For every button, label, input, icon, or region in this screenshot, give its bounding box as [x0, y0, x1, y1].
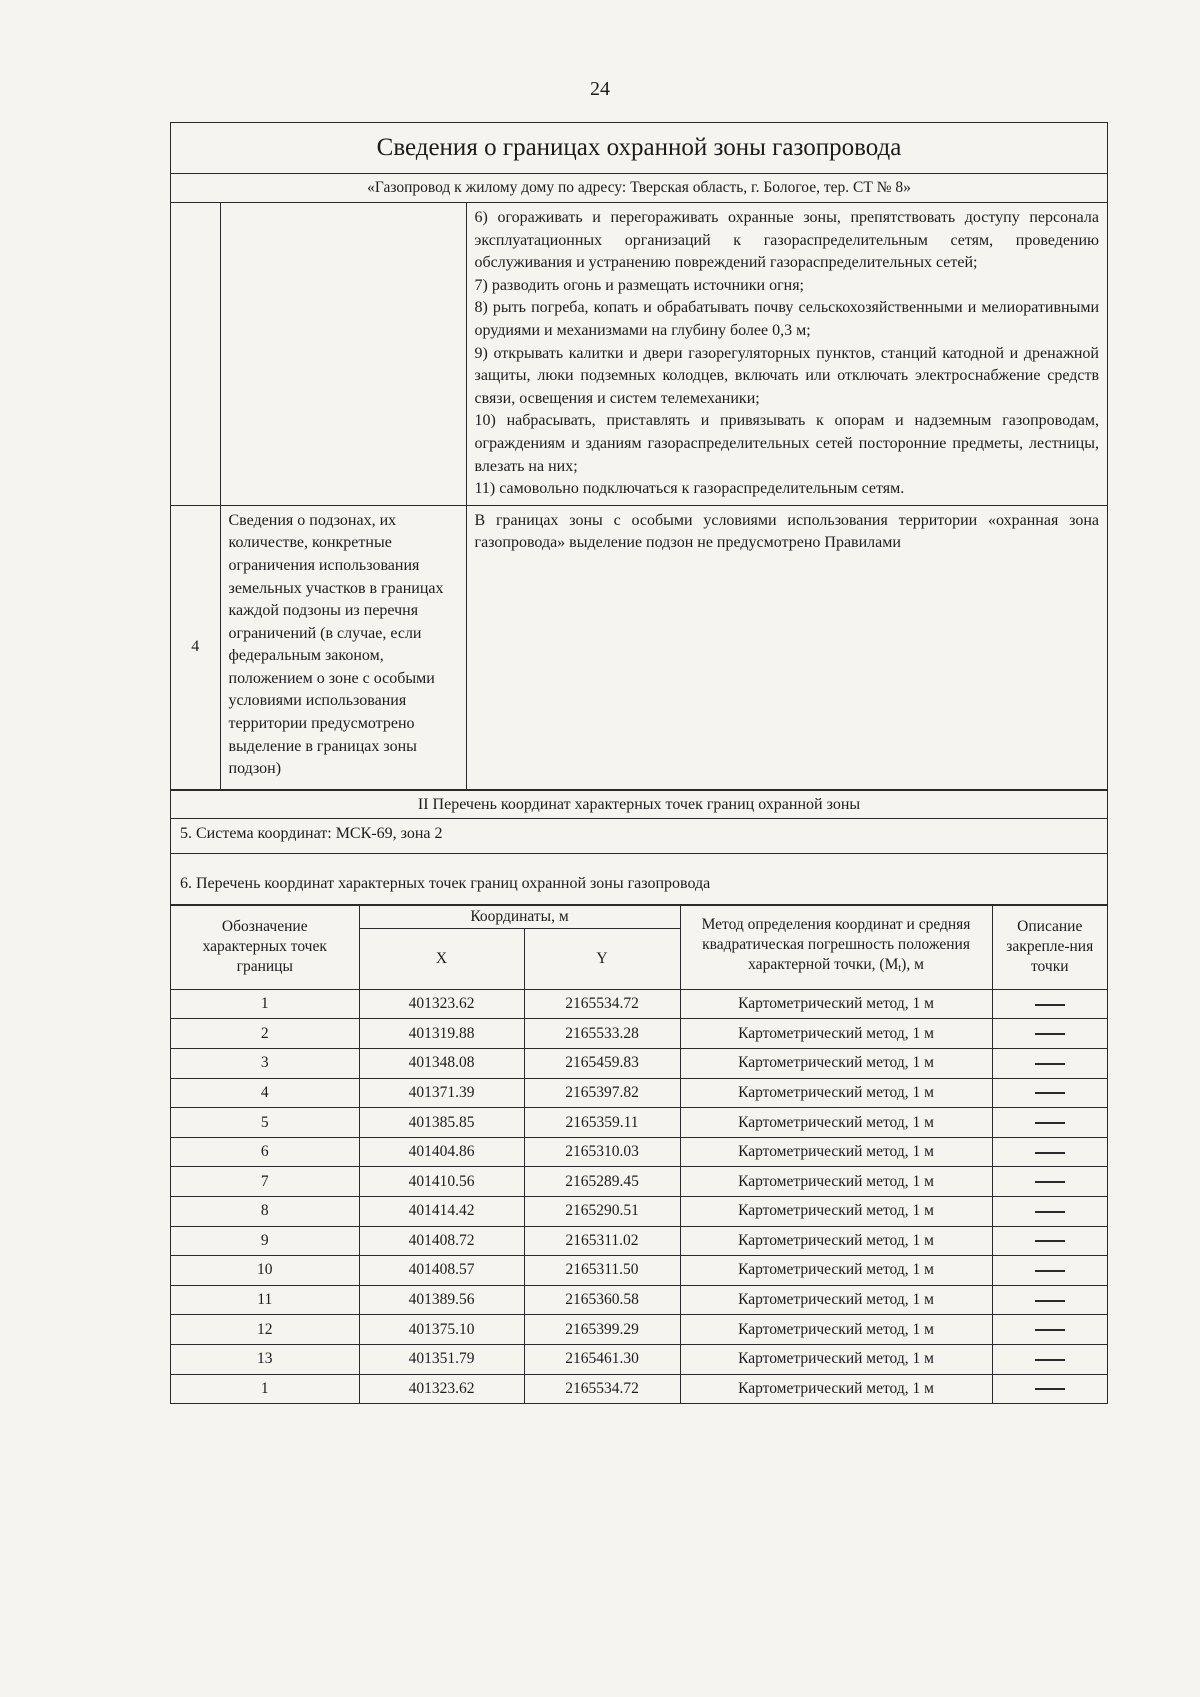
point-y: 2165534.72 [524, 989, 680, 1019]
header-fix: Описание закрепле-ния точки [992, 905, 1107, 989]
restrictions-number-cell [171, 203, 220, 505]
point-method: Картометрический метод, 1 м [680, 1315, 992, 1345]
point-number: 7 [171, 1167, 359, 1197]
point-method: Картометрический метод, 1 м [680, 1019, 992, 1049]
dash-mark [1035, 1092, 1065, 1094]
restriction-item: 10) набрасывать, приставлять и привязывать к опорам и надземным газопроводам, ограждениям и зданиям газораспределительных сетей посторонние предметы, лестницы, влезать на них; [474, 412, 1099, 475]
subzones-value: В границах зоны с особыми условиями использования территории «охранная зона газопровода» выделение подзон не предусмотрено Правилами [466, 505, 1107, 789]
point-x: 401385.85 [359, 1108, 524, 1138]
point-fix [992, 989, 1107, 1019]
point-number: 11 [171, 1285, 359, 1315]
restriction-item: 8) рыть погреба, копать и обрабатывать почву сельскохозяйственными и мелиоративными орудиями и механизмами на глубину более 0,3 м; [474, 299, 1099, 339]
point-number: 8 [171, 1197, 359, 1227]
table-row [171, 1374, 1107, 1403]
point-method: Картометрический метод, 1 м [680, 1344, 992, 1374]
table-row [171, 1078, 1107, 1108]
point-fix [992, 1137, 1107, 1167]
point-fix [992, 1256, 1107, 1286]
table-row [171, 1226, 1107, 1256]
dash-mark [1035, 1063, 1065, 1065]
dash-mark [1035, 1211, 1065, 1213]
point-x: 401323.62 [359, 1374, 524, 1403]
point-y: 2165359.11 [524, 1108, 680, 1138]
dash-mark [1035, 1300, 1065, 1302]
table-row [171, 1049, 1107, 1079]
coordinate-system: 5. Система координат: МСК-69, зона 2 [171, 819, 1107, 854]
header-method-sub: t [898, 963, 902, 975]
restriction-item: 11) самовольно подключаться к газораспределительным сетям. [474, 480, 905, 498]
restriction-item: 7) разводить огонь и размещать источники огня; [474, 276, 804, 294]
table-row [171, 1344, 1107, 1374]
header-y: Y [524, 928, 680, 989]
point-y: 2165290.51 [524, 1197, 680, 1227]
point-x: 401408.72 [359, 1226, 524, 1256]
point-x: 401375.10 [359, 1315, 524, 1345]
point-number: 13 [171, 1344, 359, 1374]
dash-mark [1035, 1359, 1065, 1361]
restrictions-row [171, 203, 1107, 505]
table-row [171, 1137, 1107, 1167]
restrictions-list [466, 203, 1107, 505]
point-fix [992, 1226, 1107, 1256]
point-number: 1 [171, 989, 359, 1019]
dash-mark [1035, 1329, 1065, 1331]
table-row [171, 1019, 1107, 1049]
point-number: 5 [171, 1108, 359, 1138]
point-fix [992, 1049, 1107, 1079]
subzones-row-number: 4 [171, 505, 220, 789]
point-y: 2165311.50 [524, 1256, 680, 1286]
point-y: 2165461.30 [524, 1344, 680, 1374]
point-y: 2165311.02 [524, 1226, 680, 1256]
point-method: Картометрический метод, 1 м [680, 1285, 992, 1315]
point-method: Картометрический метод, 1 м [680, 1167, 992, 1197]
point-x: 401408.57 [359, 1256, 524, 1286]
table-row [171, 1197, 1107, 1227]
point-fix [992, 1374, 1107, 1403]
point-y: 2165459.83 [524, 1049, 680, 1079]
dash-mark [1035, 1240, 1065, 1242]
point-y: 2165533.28 [524, 1019, 680, 1049]
point-x: 401414.42 [359, 1197, 524, 1227]
point-fix [992, 1285, 1107, 1315]
point-method: Картометрический метод, 1 м [680, 1374, 992, 1403]
header-coords: Координаты, м [359, 905, 680, 928]
point-fix [992, 1078, 1107, 1108]
point-y: 2165534.72 [524, 1374, 680, 1403]
point-method: Картометрический метод, 1 м [680, 989, 992, 1019]
point-fix [992, 1344, 1107, 1374]
table-row [171, 1256, 1107, 1286]
point-number: 12 [171, 1315, 359, 1345]
section-2-title: II Перечень координат характерных точек границ охранной зоны [171, 790, 1107, 819]
point-fix [992, 1197, 1107, 1227]
point-y: 2165360.58 [524, 1285, 680, 1315]
point-y: 2165310.03 [524, 1137, 680, 1167]
document-subtitle: «Газопровод к жилому дому по адресу: Тверская область, г. Бологое, тер. СТ № 8» [171, 174, 1107, 203]
point-x: 401319.88 [359, 1019, 524, 1049]
point-number: 3 [171, 1049, 359, 1079]
point-x: 401323.62 [359, 989, 524, 1019]
zone-info-sheet [170, 122, 1108, 1404]
point-number: 2 [171, 1019, 359, 1049]
point-fix [992, 1108, 1107, 1138]
dash-mark [1035, 1033, 1065, 1035]
dash-mark [1035, 1388, 1065, 1390]
zone-details-table [171, 203, 1107, 790]
point-fix [992, 1019, 1107, 1049]
point-number: 1 [171, 1374, 359, 1403]
point-x: 401389.56 [359, 1285, 524, 1315]
header-method-text: Метод определения координат и средняя квадратическая погрешность положения характерной точки, (M [701, 916, 971, 974]
dash-mark [1035, 1181, 1065, 1183]
table-row [171, 1315, 1107, 1345]
point-x: 401371.39 [359, 1078, 524, 1108]
coordinates-table [171, 905, 1107, 1403]
document-title: Сведения о границах охранной зоны газопровода [171, 123, 1107, 174]
header-method-tail: ), м [901, 956, 924, 974]
point-number: 4 [171, 1078, 359, 1108]
point-x: 401351.79 [359, 1344, 524, 1374]
page-number: 24 [590, 78, 610, 100]
table-row [171, 1108, 1107, 1138]
point-method: Картометрический метод, 1 м [680, 1137, 992, 1167]
point-x: 401404.86 [359, 1137, 524, 1167]
table-row [171, 1167, 1107, 1197]
point-x: 401348.08 [359, 1049, 524, 1079]
restriction-item: 6) огораживать и перегораживать охранные зоны, препятствовать доступу персонала эксплуатационных организаций к газораспределительным сетям, проведению обслуживания и устранению повреждений газораспределительных сетей; [474, 209, 1099, 272]
subzones-label: Сведения о подзонах, их количестве, конкретные ограничения использования земельных участков в границах каждой подзоны из перечня ограничений (в случае, если федеральным законом, положением о зоне с особыми условиями использования территории предусмотрено выделение в границах зоны подзон) [220, 505, 466, 789]
point-number: 10 [171, 1256, 359, 1286]
point-number: 6 [171, 1137, 359, 1167]
header-x: X [359, 928, 524, 989]
point-y: 2165399.29 [524, 1315, 680, 1345]
header-point: Обозначение характерных точек границы [171, 905, 359, 989]
point-y: 2165289.45 [524, 1167, 680, 1197]
dash-mark [1035, 1004, 1065, 1006]
restrictions-label-cell [220, 203, 466, 505]
table-row [171, 989, 1107, 1019]
dash-mark [1035, 1152, 1065, 1154]
coordinates-list-title: 6. Перечень координат характерных точек границ охранной зоны газопровода [171, 854, 1107, 905]
point-method: Картометрический метод, 1 м [680, 1108, 992, 1138]
point-method: Картометрический метод, 1 м [680, 1197, 992, 1227]
table-row [171, 1285, 1107, 1315]
point-method: Картометрический метод, 1 м [680, 1226, 992, 1256]
point-fix [992, 1167, 1107, 1197]
restriction-item: 9) открывать калитки и двери газорегуляторных пунктов, станций катодной и дренажной защиты, люки подземных колодцев, включать или отключать электроснабжение средств связи, освещения и систем телемеханики; [474, 344, 1099, 407]
point-number: 9 [171, 1226, 359, 1256]
subzones-row [171, 505, 1107, 789]
point-method: Картометрический метод, 1 м [680, 1078, 992, 1108]
point-method: Картометрический метод, 1 м [680, 1256, 992, 1286]
point-x: 401410.56 [359, 1167, 524, 1197]
point-y: 2165397.82 [524, 1078, 680, 1108]
point-fix [992, 1315, 1107, 1345]
header-method [680, 905, 992, 989]
dash-mark [1035, 1270, 1065, 1272]
point-method: Картометрический метод, 1 м [680, 1049, 992, 1079]
dash-mark [1035, 1122, 1065, 1124]
